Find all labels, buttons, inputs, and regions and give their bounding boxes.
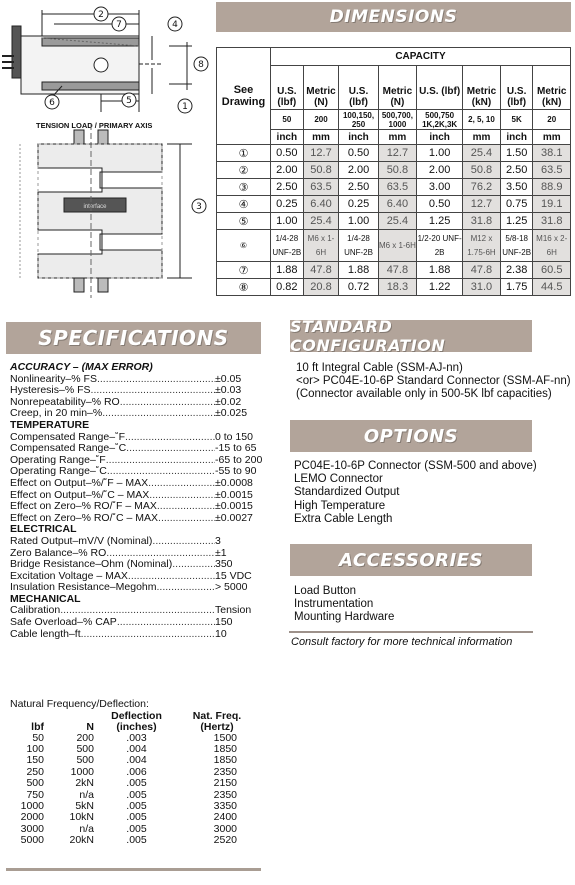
spec-line [10,385,265,397]
freq-cell: 50 [32,731,44,744]
dimension-cell: 88.9 [533,179,571,196]
leader-dots [158,513,215,525]
freq-cell: 1000 [20,800,44,813]
spec-value: -65 to 200 [215,454,263,466]
natural-frequency-label: Natural Frequency/Deflection: [10,698,149,710]
spec-line [10,536,265,548]
dimension-cell: 0.75 [500,196,533,213]
freq-cell: 500 [76,754,94,767]
spec-value: 0 to 150 [215,431,253,443]
freq-cell: 20kN [69,834,94,847]
dimension-cell: 63.5 [378,179,416,196]
drawing-ref: ⑥ [217,230,271,262]
leader-dots [106,455,215,467]
drawing-ref: ① [217,145,271,162]
capacity-value: 50 [271,110,304,130]
dimension-cell: 50.8 [303,162,339,179]
dimension-cell: 3.00 [417,179,463,196]
measure-unit: inch [271,130,304,145]
front-view [20,124,192,298]
dimension-row [217,179,571,196]
spec-label: Bridge Resistance–Ohm (Nominal) [10,559,173,571]
dimension-cell: 31.0 [463,279,501,296]
dimensions-table [216,47,571,296]
drawing-ref: ④ [217,196,271,213]
standard-configuration-heading: STANDARD CONFIGURATION [290,320,532,352]
leader-dots [107,466,215,478]
standard-configuration-list [296,362,571,402]
unit-header: U.S. (lbf) [271,66,304,110]
leader-dots [102,408,215,420]
unit-header: Metric (N) [303,66,339,110]
spec-value: 10 [215,628,227,640]
freq-cell: 5kN [75,800,94,813]
capacity-value: 100,150, 250 [339,110,378,130]
spec-line [10,629,265,641]
natural-frequency-section [10,699,255,847]
dimension-cell: 1.22 [417,279,463,296]
dimension-cell: 3.50 [500,179,533,196]
freq-header: lbf [31,720,44,733]
dimension-cell: 0.25 [339,196,378,213]
capacity-value: 20 [533,110,571,130]
dimension-cell: 25.4 [378,213,416,230]
callout-6: 6 [49,98,55,108]
freq-cell: 10kN [69,811,94,824]
top-view [2,10,192,112]
dimension-cell: 2.00 [417,162,463,179]
callout-8: 8 [198,60,204,70]
measure-unit: mm [303,130,339,145]
divider [289,631,533,633]
leader-dots [172,559,215,571]
leader-dots [91,385,215,397]
consult-note: Consult factory for more technical information [291,636,513,648]
dimension-cell: 63.5 [303,179,339,196]
spec-value: ±0.02 [215,396,242,408]
spec-label: Zero Balance–% RO [10,547,107,559]
dimension-cell: 50.8 [378,162,416,179]
list-item: Mounting Hardware [294,611,395,624]
spec-line [10,432,265,444]
spec-line [10,617,265,629]
freq-cell: 2150 [213,777,237,790]
spec-line [10,443,265,455]
spec-value: ±0.05 [215,373,242,385]
see-drawing-header: See Drawing [217,48,271,145]
spec-line [10,490,265,502]
spec-value: Tension [215,605,252,617]
list-item: (Connector available only in 500-5K lbf capacities) [296,388,552,401]
dimension-cell: 1/2-20 UNF-2B [417,230,463,262]
spec-value: ±0.03 [215,385,242,397]
freq-cell: 3000 [213,822,237,835]
freq-cell: 150 [26,754,44,767]
accessories-list [294,585,394,625]
spec-label: Effect on Output–%/˚C – MAX [10,489,150,501]
drawing-ref: ⑧ [217,279,271,296]
freq-cell: 250 [26,765,44,778]
capacity-value: 500,750 1K,2K,3K [417,110,463,130]
freq-cell: 1850 [213,754,237,767]
dimension-cell: 1.88 [339,262,378,279]
spec-line [10,374,265,386]
freq-cell: 500 [26,777,44,790]
leader-dots [120,397,215,409]
freq-cell: .005 [126,834,147,847]
spec-value: ±0.0015 [215,501,253,513]
measure-unit: inch [500,130,533,145]
unit-header: U.S. (lbf) [339,66,378,110]
spec-label: Insulation Resistance–Megohm [10,582,157,594]
leader-dots [149,490,215,502]
capacity-value: 500,700, 1000 [378,110,416,130]
dimension-cell: 31.8 [463,213,501,230]
freq-row [10,778,255,789]
freq-cell: n/a [79,822,94,835]
freq-cell: 500 [76,743,94,755]
measure-unit: inch [339,130,378,145]
drawing-ref: ⑤ [217,213,271,230]
drawing-ref: ③ [217,179,271,196]
list-item: Standardized Output [294,486,400,499]
spec-value: > 5000 [215,582,248,594]
freq-cell: 2520 [213,834,237,847]
dimension-cell: 6.40 [303,196,339,213]
spec-label: Effect on Zero–% RO/˚F – MAX [10,501,157,513]
dimension-row [217,145,571,162]
dimension-cell: 1.75 [500,279,533,296]
spec-label: Creep, in 20 min–% [10,408,103,420]
freq-cell: 2350 [213,765,237,778]
measure-unit: mm [533,130,571,145]
dimension-cell: M6 x 1-6H [303,230,339,262]
list-item: <or> PC04E-10-6P Standard Connector (SSM-AF-nn) [296,375,571,388]
freq-cell: 5000 [20,834,44,847]
options-heading: OPTIONS [290,420,532,452]
list-item: PC04E-10-6P Connector (SSM-500 and above) [294,460,537,472]
spec-label: Excitation Voltage – MAX [10,570,128,582]
leader-dots [81,629,215,641]
dimension-cell: M6 x 1-6H [378,230,416,262]
dimension-cell: 2.38 [500,262,533,279]
dimension-cell: 18.3 [378,279,416,296]
dimension-cell: 1/4-28 UNF-2B [271,230,304,262]
dimension-cell: 1.00 [271,213,304,230]
freq-cell: 2350 [213,788,237,801]
dimension-cell: 47.8 [378,262,416,279]
spec-line [10,478,265,490]
spec-line [10,605,265,617]
freq-row [10,835,255,846]
spec-value: ±0.0008 [215,477,253,489]
dimension-row [217,230,571,262]
dimension-cell: 2.50 [339,179,378,196]
dimension-cell: 2.00 [271,162,304,179]
freq-cell: 2kN [75,777,94,790]
dimension-cell: 2.50 [271,179,304,196]
measure-unit: mm [463,130,501,145]
dimension-cell: 47.8 [463,262,501,279]
spec-label: Compensated Range–˚F [10,431,125,443]
spec-label: Effect on Output–%/˚F – MAX [10,477,149,489]
leader-dots [148,478,215,490]
dimension-cell: 0.82 [271,279,304,296]
dimension-cell: 25.4 [303,213,339,230]
dimension-row [217,196,571,213]
dimension-cell: 12.7 [303,145,339,162]
dimension-cell: 38.1 [533,145,571,162]
spec-value: 15 VDC [215,570,252,582]
dimension-cell: 0.72 [339,279,378,296]
freq-cell: .004 [126,743,147,755]
options-list [294,460,537,526]
list-item: Extra Cable Length [294,512,393,525]
dimension-cell: 0.25 [271,196,304,213]
spec-label: Calibration [10,605,61,617]
list-item: 10 ft Integral Cable (SSM-AJ-nn) [296,362,463,374]
leader-dots [152,536,215,548]
spec-value: 150 [215,617,233,629]
freq-cell: n/a [79,788,94,801]
dimension-cell: 0.50 [417,196,463,213]
freq-cell: .003 [126,731,147,744]
dimensions-heading: DIMENSIONS [216,2,571,32]
leader-dots [117,617,215,629]
freq-header: N [86,720,94,733]
capacity-value: 200 [303,110,339,130]
dimension-cell: 12.7 [463,196,501,213]
temperature-heading: TEMPERATURE [10,418,90,431]
capacity-header: CAPACITY [271,48,571,66]
dimension-cell: 1.88 [417,262,463,279]
callout-5: 5 [126,96,132,106]
spec-line [10,455,265,467]
leader-dots [128,571,215,583]
unit-header: U.S. (lbf) [500,66,533,110]
leader-dots [125,432,215,444]
electrical-heading: ELECTRICAL [10,523,77,536]
freq-header: Deflection (inches) [111,709,162,733]
dimension-row [217,279,571,296]
spec-value: 350 [215,559,233,571]
leader-dots [97,374,215,386]
callout-2: 2 [98,10,104,20]
freq-cell: 200 [76,731,94,744]
dimension-row [217,213,571,230]
unit-header: Metric (N) [378,66,416,110]
spec-line [10,397,265,409]
freq-cell: .005 [126,822,147,835]
freq-cell: 3000 [20,822,44,835]
freq-cell: 1500 [213,731,237,744]
freq-cell: .005 [126,777,147,790]
callout-4: 4 [172,20,178,30]
dimension-cell: 2.50 [500,162,533,179]
freq-cell: 1850 [213,743,237,755]
spec-label: Rated Output–mV/V (Nominal) [10,535,153,547]
freq-cell: .005 [126,800,147,813]
freq-cell: .005 [126,788,147,801]
freq-cell: .004 [126,754,147,767]
dimension-cell: 1.25 [417,213,463,230]
spec-value: ±1 [215,547,227,559]
spec-label: Nonlinearity–% FS [10,373,97,385]
callout-7: 7 [116,20,122,30]
unit-header: U.S. (lbf) [417,66,463,110]
dimension-cell: 12.7 [378,145,416,162]
dimension-cell: 31.8 [533,213,571,230]
list-item: LEMO Connector [294,473,383,486]
spec-line [10,466,265,478]
spec-label: Compensated Range–˚C [10,443,127,455]
freq-cell: 750 [26,788,44,801]
drawing-ref: ② [217,162,271,179]
spec-label: Operating Range–˚C [10,466,107,478]
accuracy-heading: ACCURACY – (MAX ERROR) [10,361,153,373]
spec-label: Cable length–ft [10,628,81,640]
spec-value: ±0.0027 [215,512,253,524]
spec-value: -55 to 90 [215,466,257,478]
list-item: Load Button [294,585,357,597]
dimension-row [217,162,571,179]
accessories-heading: ACCESSORIES [290,544,532,576]
specifications-heading: SPECIFICATIONS [6,322,261,354]
leader-dots [106,548,215,560]
svg-text:interface: interface [83,204,107,210]
freq-cell: .005 [126,811,147,824]
dimension-cell: 25.4 [463,145,501,162]
spec-label: Hysteresis–% FS [10,385,91,397]
dimension-cell: 1.00 [417,145,463,162]
spec-value: -15 to 65 [215,443,257,455]
dimension-cell: M16 x 2-6H [533,230,571,262]
freq-cell: .006 [126,765,147,778]
spec-line [10,548,265,560]
spec-label: Operating Range–˚F [10,454,106,466]
dimension-cell: 6.40 [378,196,416,213]
spec-label: Nonrepeatability–% RO [10,396,120,408]
list-item: Instrumentation [294,598,374,611]
freq-cell: 2400 [213,811,237,824]
dimension-cell: 63.5 [533,162,571,179]
leader-dots [126,443,215,455]
divider [6,868,261,871]
spec-label: Safe Overload–% CAP [10,617,117,629]
leader-dots [157,501,215,513]
freq-cell: 100 [26,743,44,755]
spec-value: ±0.0015 [215,489,253,501]
dimension-cell: 2.00 [339,162,378,179]
dimension-cell: 0.50 [271,145,304,162]
dimension-cell: 1.88 [271,262,304,279]
dimension-cell: 0.50 [339,145,378,162]
unit-header: Metric (kN) [533,66,571,110]
dimension-cell: 60.5 [533,262,571,279]
load-cell-drawing [2,2,214,300]
specifications-list [10,362,265,640]
capacity-value: 5K [500,110,533,130]
dimension-row [217,262,571,279]
dimension-cell: 1.50 [500,145,533,162]
natural-frequency-table [10,711,255,847]
spec-value: 3 [215,535,221,547]
leader-dots [157,582,216,594]
leader-dots [60,605,215,617]
dimension-cell: 44.5 [533,279,571,296]
dimension-cell: 47.8 [303,262,339,279]
spec-line [10,501,265,513]
spec-line [10,559,265,571]
mechanical-heading: MECHANICAL [10,592,81,605]
dimension-cell: 1/4-28 UNF-2B [339,230,378,262]
dimension-cell: 5/8-18 UNF-2B [500,230,533,262]
capacity-value: 2, 5, 10 [463,110,501,130]
spec-value: ±0.025 [215,408,248,420]
list-item: High Temperature [294,499,386,512]
dimension-cell: M12 x 1.75-6H [463,230,501,262]
measure-unit: inch [417,130,463,145]
spec-line [10,571,265,583]
dimension-cell: 20.8 [303,279,339,296]
freq-cell: 2000 [20,811,44,824]
freq-header: Nat. Freq. (Hertz) [192,709,242,733]
dimension-cell: 19.1 [533,196,571,213]
unit-header: Metric (kN) [463,66,501,110]
freq-cell: 1000 [70,765,94,778]
freq-cell: 3350 [213,800,237,813]
drawing-ref: ⑦ [217,262,271,279]
drawing-caption: TENSION LOAD / PRIMARY AXIS [36,121,153,130]
dimension-cell: 1.00 [339,213,378,230]
measure-unit: mm [378,130,416,145]
callout-3: 3 [196,202,202,212]
spec-label: Effect on Zero–% RO/˚C – MAX [10,512,159,524]
dimension-cell: 1.25 [500,213,533,230]
callout-1: 1 [182,102,188,112]
dimension-cell: 50.8 [463,162,501,179]
dimension-cell: 76.2 [463,179,501,196]
